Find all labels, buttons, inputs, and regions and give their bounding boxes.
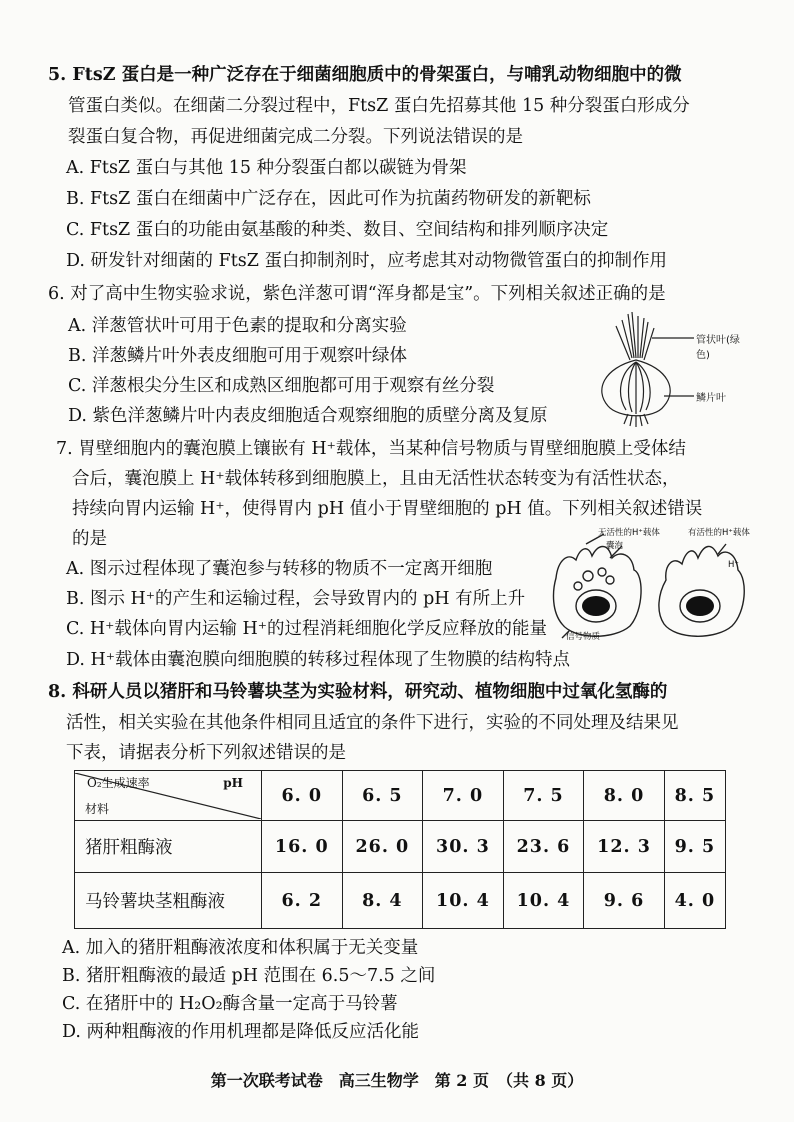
table-cell: 10. 4: [503, 873, 584, 929]
header-material: 材料: [85, 801, 110, 816]
table-header-row: [75, 771, 726, 821]
row-material-name: 猪肝粗酶液: [75, 821, 262, 873]
onion-icon: [594, 310, 744, 430]
ph-cell: 8. 0: [584, 771, 665, 821]
ph-cell: 7. 0: [423, 771, 504, 821]
q6-option-b: B. 洋葱鳞片叶外表皮细胞可用于观察叶绿体: [68, 346, 407, 366]
q5-stem-line-2: 管蛋白类似。在细菌二分裂过程中，FtsZ 蛋白先招募其他 15 种分裂蛋白形成分: [68, 96, 690, 116]
table-cell: 9. 5: [664, 821, 725, 873]
nucleus-left: [582, 596, 610, 616]
label-signal: 信号物质: [566, 632, 601, 642]
q6-option-a: A. 洋葱管状叶可用于色素的提取和分离实验: [68, 316, 407, 336]
q8-stem-line-1: 8. 科研人员以猪肝和马铃薯块茎为实验材料，研究动、植物细胞中过氧化氢酶的: [48, 682, 668, 702]
label-inactive-carrier: 无活性的H⁺载体: [598, 528, 660, 538]
q7-stem-line-1: 7. 胃壁细胞内的囊泡膜上镶嵌有 H⁺载体，当某种信号物质与胃壁细胞膜上受体结: [56, 439, 686, 459]
table-cell: 4. 0: [664, 873, 725, 929]
q7-stem-line-4: 的是: [72, 529, 107, 549]
q5-stem-line-1: 5. FtsZ 蛋白是一种广泛存在于细菌细胞质中的骨架蛋白，与哺乳动物细胞中的微: [48, 65, 682, 85]
row-material-name: 马铃薯块茎粗酶液: [75, 873, 262, 929]
table-cell: 16. 0: [262, 821, 343, 873]
onion-label-leaf: 管状叶(绿色): [696, 335, 740, 361]
q6-option-d: D. 紫色洋葱鳞片叶内表皮细胞适合观察细胞的质壁分离及复原: [68, 406, 548, 426]
table-diagonal-header: [75, 771, 262, 821]
table-cell: 30. 3: [423, 821, 504, 873]
table-cell: 10. 4: [423, 873, 504, 929]
q8-option-c: C. 在猪肝中的 H₂O₂酶含量一定高于马铃薯: [62, 994, 398, 1014]
page-footer: 第一次联考试卷 高三生物学 第 2 页 （共 8 页）: [210, 1071, 584, 1090]
nucleus-right: [686, 596, 714, 616]
q5-option-a: A. FtsZ 蛋白与其他 15 种分裂蛋白都以碳链为骨架: [66, 158, 467, 178]
q8-stem-line-2: 活性，相关实验在其他条件相同且适宜的条件下进行，实验的不同处理及结果见: [66, 713, 679, 733]
table-cell: 12. 3: [584, 821, 665, 873]
label-hplus: H⁺: [728, 560, 739, 570]
q5-option-b: B. FtsZ 蛋白在细菌中广泛存在，因此可作为抗菌药物研发的新靶标: [66, 189, 591, 209]
ph-cell: 6. 0: [262, 771, 343, 821]
q7-option-d: D. H⁺载体由囊泡膜向细胞膜的转移过程体现了生物膜的结构特点: [66, 650, 571, 670]
cell-diagram: [548, 530, 758, 642]
ph-cell: 8. 5: [664, 771, 725, 821]
q6-stem: 6. 对了高中生物实验求说，紫色洋葱可谓“浑身都是宝”。下列相关叙述正确的是: [48, 284, 666, 304]
q5-option-d: D. 研发针对细菌的 FtsZ 蛋白抑制剂时，应考虑其对动物微管蛋白的抑制作用: [66, 251, 667, 271]
header-ph: pH: [223, 775, 243, 790]
q7-stem-line-2: 合后，囊泡膜上 H⁺载体转移到细胞膜上，且由无活性状态转变为有活性状态，: [72, 469, 680, 489]
onion-figure: [594, 310, 744, 430]
q7-option-b: B. 图示 H⁺的产生和运输过程，会导致胃内的 pH 有所上升: [66, 589, 526, 609]
table-cell: 9. 6: [584, 873, 665, 929]
q5-stem-line-3: 裂蛋白复合物，再促进细菌完成二分裂。下列说法错误的是: [68, 127, 523, 147]
header-rate: O₂生成速率: [87, 775, 150, 790]
q8-option-b: B. 猪肝粗酶液的最适 pH 范围在 6.5～7.5 之间: [62, 966, 436, 986]
q7-option-c: C. H⁺载体向胃内运输 H⁺的过程消耗细胞化学反应释放的能量: [66, 619, 547, 639]
table-cell: 23. 6: [503, 821, 584, 873]
table-cell: 8. 4: [342, 873, 423, 929]
q8-option-d: D. 两种粗酶液的作用机理都是降低反应活化能: [62, 1022, 420, 1042]
q8-option-a: A. 加入的猪肝粗酶液浓度和体积属于无关变量: [62, 938, 419, 958]
table-row: [75, 821, 726, 873]
q5-option-c: C. FtsZ 蛋白的功能由氨基酸的种类、数目、空间结构和排列顺序决定: [66, 220, 609, 240]
table-row: [75, 873, 726, 929]
q8-stem-line-3: 下表，请据表分析下列叙述错误的是: [66, 743, 346, 763]
q6-option-c: C. 洋葱根尖分生区和成熟区细胞都可用于观察有丝分裂: [68, 376, 495, 396]
label-vesicle: 囊泡: [606, 541, 624, 551]
ph-cell: 6. 5: [342, 771, 423, 821]
onion-label-scale: 鳞片叶: [696, 393, 726, 404]
ph-cell: 7. 5: [503, 771, 584, 821]
parietal-cell-figure: [548, 530, 758, 642]
enzyme-activity-table: [74, 770, 726, 929]
table-cell: 6. 2: [262, 873, 343, 929]
q7-option-a: A. 图示过程体现了囊泡参与转移的物质不一定离开细胞: [66, 559, 493, 579]
table-cell: 26. 0: [342, 821, 423, 873]
q7-stem-line-3: 持续向胃内运输 H⁺，使得胃内 pH 值小于胃壁细胞的 pH 值。下列相关叙述错误: [72, 499, 703, 519]
label-active-carrier: 有活性的H⁺载体: [688, 528, 750, 538]
